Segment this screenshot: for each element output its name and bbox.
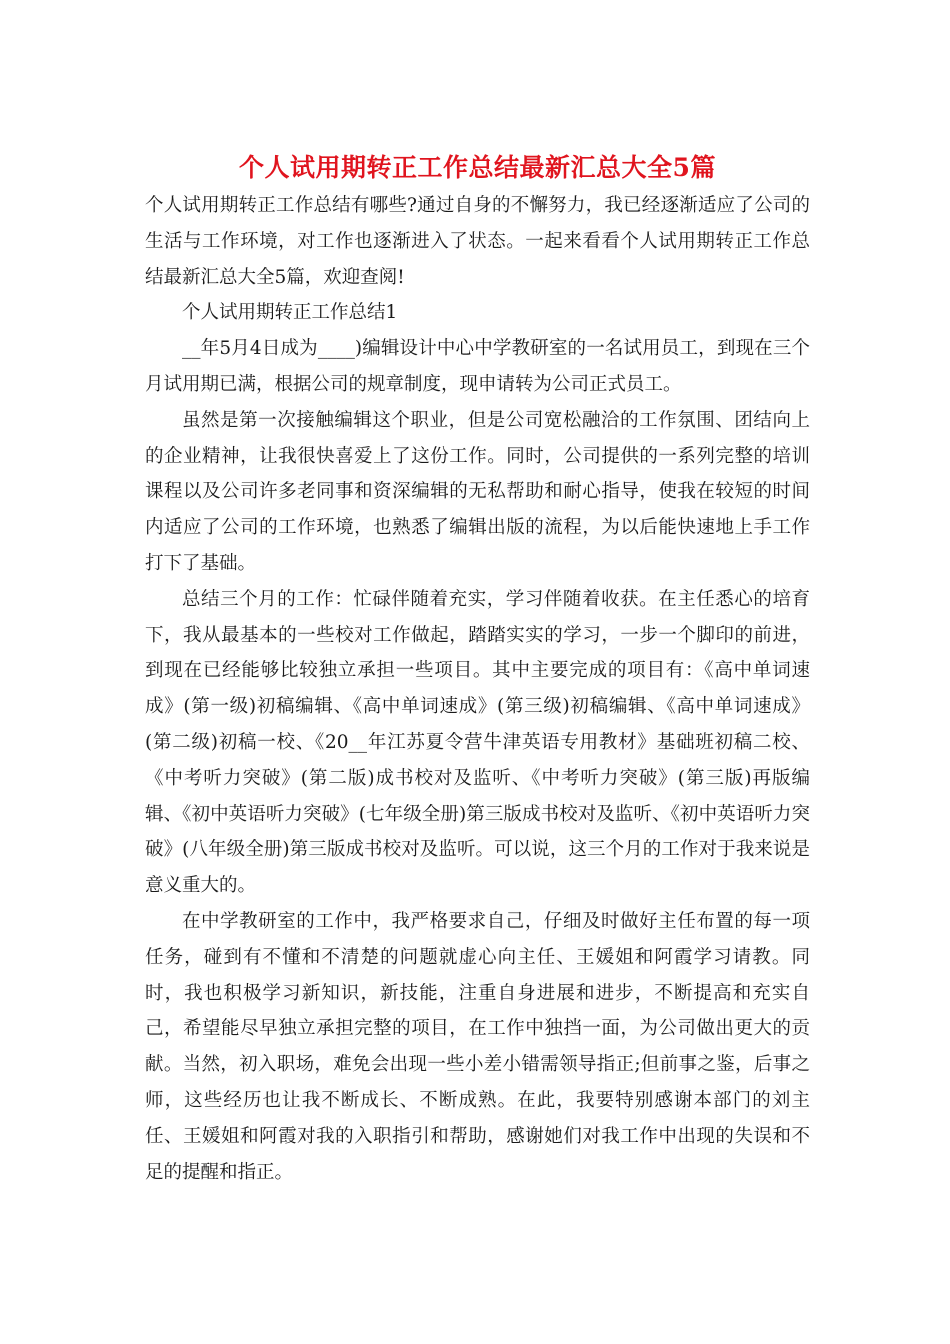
document-page — [145, 150, 810, 1190]
intro-paragraph: 个人试用期转正工作总结有哪些?通过自身的不懈努力，我已经逐渐适应了公司的生活与工作环境，对工作也逐渐进入了状态。一起来看看个人试用期转正工作总结最新汇总大全5篇，欢迎查阅! — [145, 195, 810, 288]
body-paragraph-4: 在中学教研室的工作中，我严格要求自己，仔细及时做好主任布置的每一项任务，碰到有不懂和不清楚的问题就虚心向主任、王媛姐和阿霞学习请教。同时，我也积极学习新知识，新技能，注重自身进展和进步，不断提高和充实自己，希望能尽早独立承担完整的项目，在工作中独挡一面，为公司做出更大的贡献。当然，初入职场，难免会出现一些小差小错需领导指正;但前事之鉴，后事之师，这些经历也让我不断成长、不断成熟。在此，我要特别感谢本部门的刘主任、王媛姐和阿霞对我的入职指引和帮助，感谢她们对我工作中出现的失误和不足的提醒和指正。 — [145, 910, 810, 1183]
document-title: 个人试用期转正工作总结最新汇总大全5篇 — [239, 153, 716, 182]
section-heading: 个人试用期转正工作总结1 — [182, 302, 398, 324]
body-paragraph-3: 总结三个月的工作：忙碌伴随着充实，学习伴随着收获。在主任悉心的培育下，我从最基本的一些校对工作做起，踏踏实实的学习，一步一个脚印的前进，到现在已经能够比较独立承担一些项目。其中主要完成的项目有：《高中单词速成》(第一级)初稿编辑、《高中单词速成》(第三级)初稿编辑、《高中单词速成》(第二级)初稿一校、《20__年江苏夏令营牛津英语专用教材》基础班初稿二校、《中考听力突破》(第二版)成书校对及监听、《中考听力突破》(第三版)再版编辑、《初中英语听力突破》(七年级全册)第三版成书校对及监听、《初中英语听力突破》(八年级全册)第三版成书校对及监听。可以说，这三个月的工作对于我来说是意义重大的。 — [145, 588, 810, 897]
body-paragraph-2: 虽然是第一次接触编辑这个职业，但是公司宽松融洽的工作氛围、团结向上的企业精神，让我很快喜爱上了这份工作。同时，公司提供的一系列完整的培训课程以及公司许多老同事和资深编辑的无私帮助和耐心指导，使我在较短的时间内适应了公司的工作环境，也熟悉了编辑出版的流程，为以后能快速地上手工作打下了基础。 — [145, 409, 810, 574]
body-paragraph-1: __年5月4日成为____)编辑设计中心中学教研室的一名试用员工，到现在三个月试用期已满，根据公司的规章制度，现申请转为公司正式员工。 — [145, 338, 810, 395]
